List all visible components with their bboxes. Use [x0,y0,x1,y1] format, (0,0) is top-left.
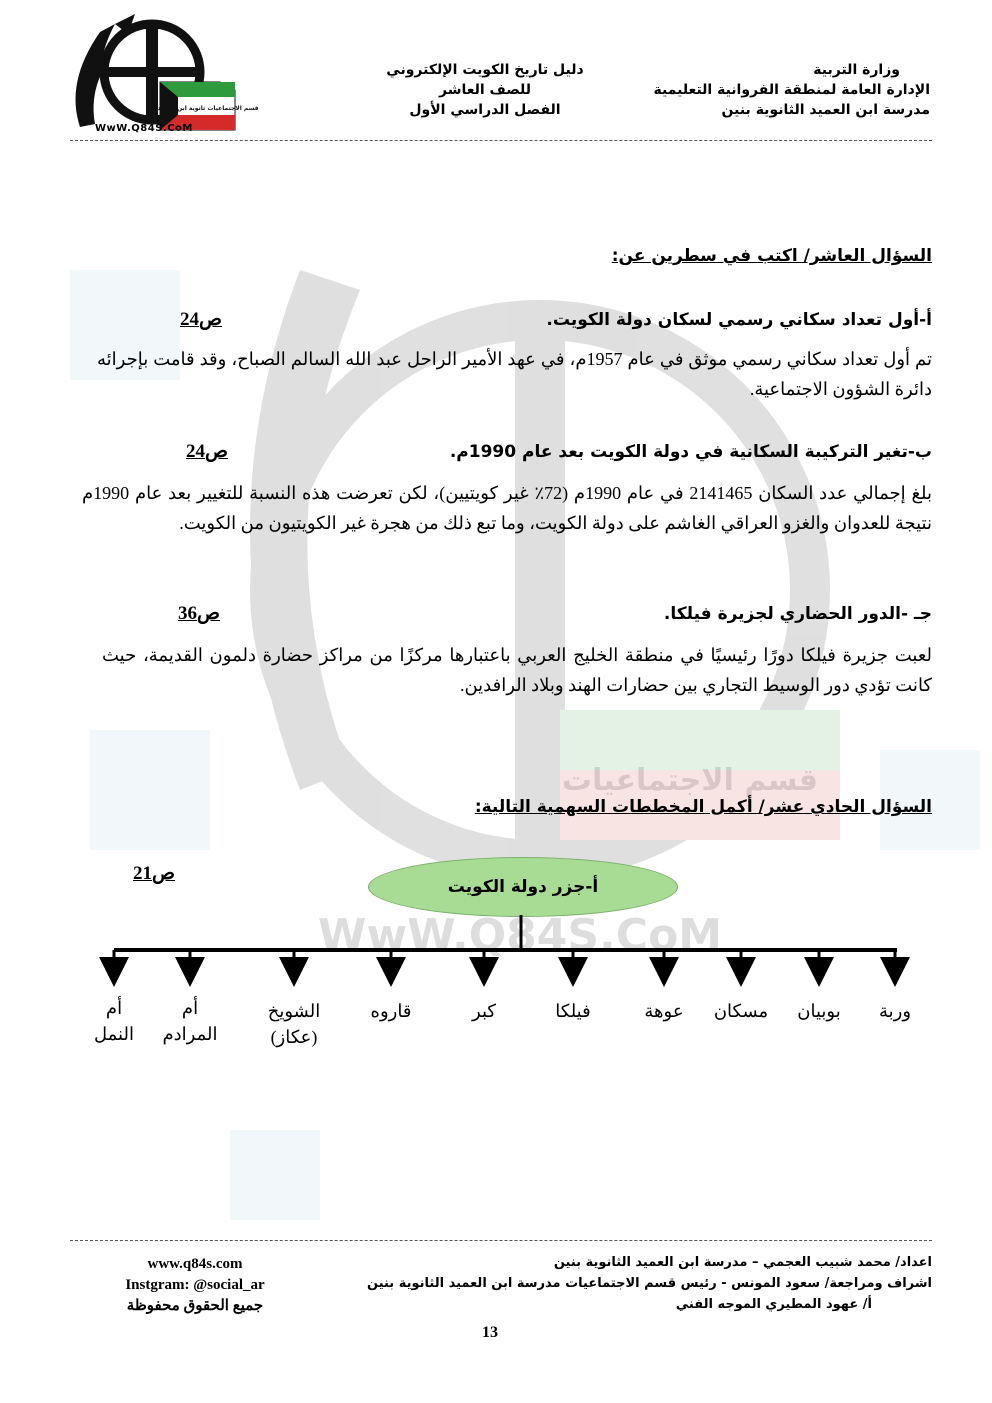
diagram-page-ref: ص21 [133,863,175,884]
header-divider [70,140,932,141]
logo-caption: WwW.Q84S.CoM [95,123,193,134]
island-name: فيلكا [555,1001,591,1021]
island-name: كبر [472,1001,496,1021]
ministry-name: وزارة التربية [813,62,900,78]
item-a-answer: تم أول تعداد سكاني رسمي موثق في عام 1957م، في عهد الأمير الراحل عبد الله السالم الصباح، وقد قامت بإجرائه دائرة الشؤون الاجتماعية. [97,349,932,399]
island-label [439,998,529,1024]
question-10-title: السؤال العاشر/ اكتب في سطرين عن: [611,246,932,266]
item-c-page-ref: ص36 [178,603,220,624]
item-b-title: ب-تغير التركيبة السكانية في دولة الكويت بعد عام 1990م. [449,442,932,462]
prepared-by: اعداد/ محمد شبيب العجمي – مدرسة ابن العميد الثانوية بنين [553,1255,932,1270]
island-label [346,998,436,1024]
item-b-answer: بلغ إجمالي عدد السكان 2141465 في عام 1990م (72٪ غير كويتيين)، لكن تعرضت هذه النسبة للتغيير بعد عام 1990م نتيجة للعدوان والغزو العراقي الغاشم على دولة الكويت، وما تبع ذلك من هجرة غير الكويتيون من الكويت. [82,483,933,533]
island-name-line2: (عكاز) [270,1027,318,1047]
header-center [360,60,610,120]
item-a-page-ref: ص24 [180,309,222,330]
island-name: الشويخ [267,1001,321,1021]
footer-credits [332,1252,932,1315]
island-name: أم [105,998,123,1018]
q84s-logo [60,12,259,137]
question-11-title: السؤال الحادي عشر/ أكمل المخططات السهمية التالية: [474,797,932,817]
watermark-text: WwW.Q84S.CoM [317,910,723,961]
item-b-page-ref: ص24 [186,441,228,462]
logo-flag-text: قسم الاجتماعيات ثانوية ابن العميد [157,105,259,112]
island-label [528,998,618,1024]
supervisor-2: أ/ عهود المطيري الموجه الفني [675,1297,872,1312]
semester-label: الفصل الدراسي الأول [409,102,561,118]
item-a-title: أ-أول تعداد سكاني رسمي لسكان دولة الكويت. [546,310,932,330]
island-name: أم [181,998,199,1018]
island-name: وربة [878,1001,912,1021]
island-name: قاروه [370,1001,412,1021]
diagram-title-ellipse [368,857,678,917]
item-c-title: جـ -الدور الحضاري لجزيرة فيلكا. [663,604,932,624]
island-name-line2: المرادم [162,1024,218,1044]
header-right [630,60,930,120]
school-name: مدرسة ابن العميد الثانوية بنين [721,102,930,118]
island-name: مسكان [713,1001,769,1021]
diagram-title: أ-جزر دولة الكويت [447,877,599,897]
district-name: الإدارة العامة لمنطقة الفروانية التعليمية [653,82,930,98]
island-name: بوبيان [797,1001,841,1021]
item-c-answer: لعبت جزيرة فيلكا دورًا رئيسيًا في منطقة الخليج العربي باعتبارها مركزًا من مراكز حضارة دلمون القديمة، حيث كانت تؤدي دور الوسيط التجاري بين حضارات الهند وبلاد الرافدين. [102,645,932,695]
instagram-handle[interactable]: Instgram: @social_ar [125,1277,265,1293]
watermark-dept-text: قسم الاجتماعيات [561,763,819,798]
footer-divider [70,1240,932,1241]
island-label [696,998,786,1024]
island-name-line2: النمل [94,1024,134,1044]
island-label [619,998,709,1024]
website-link[interactable]: www.q84s.com [147,1256,243,1272]
island-label [249,998,339,1050]
arrow-diagram [0,910,992,985]
grade-label: للصف العاشر [438,82,531,98]
page-number: 13 [482,1324,498,1341]
guide-title: دليل تاريخ الكويت الإلكتروني [386,62,584,78]
island-label [774,998,864,1024]
rights-notice: جميع الحقوق محفوظة [126,1298,264,1314]
supervision: اشراف ومراجعة/ سعود المونس - رئيس قسم الاجتماعيات مدرسة ابن العميد الثانوية بنين [367,1276,932,1291]
island-label [69,995,159,1047]
footer-links [90,1254,300,1317]
island-name: عوهة [644,1001,684,1021]
